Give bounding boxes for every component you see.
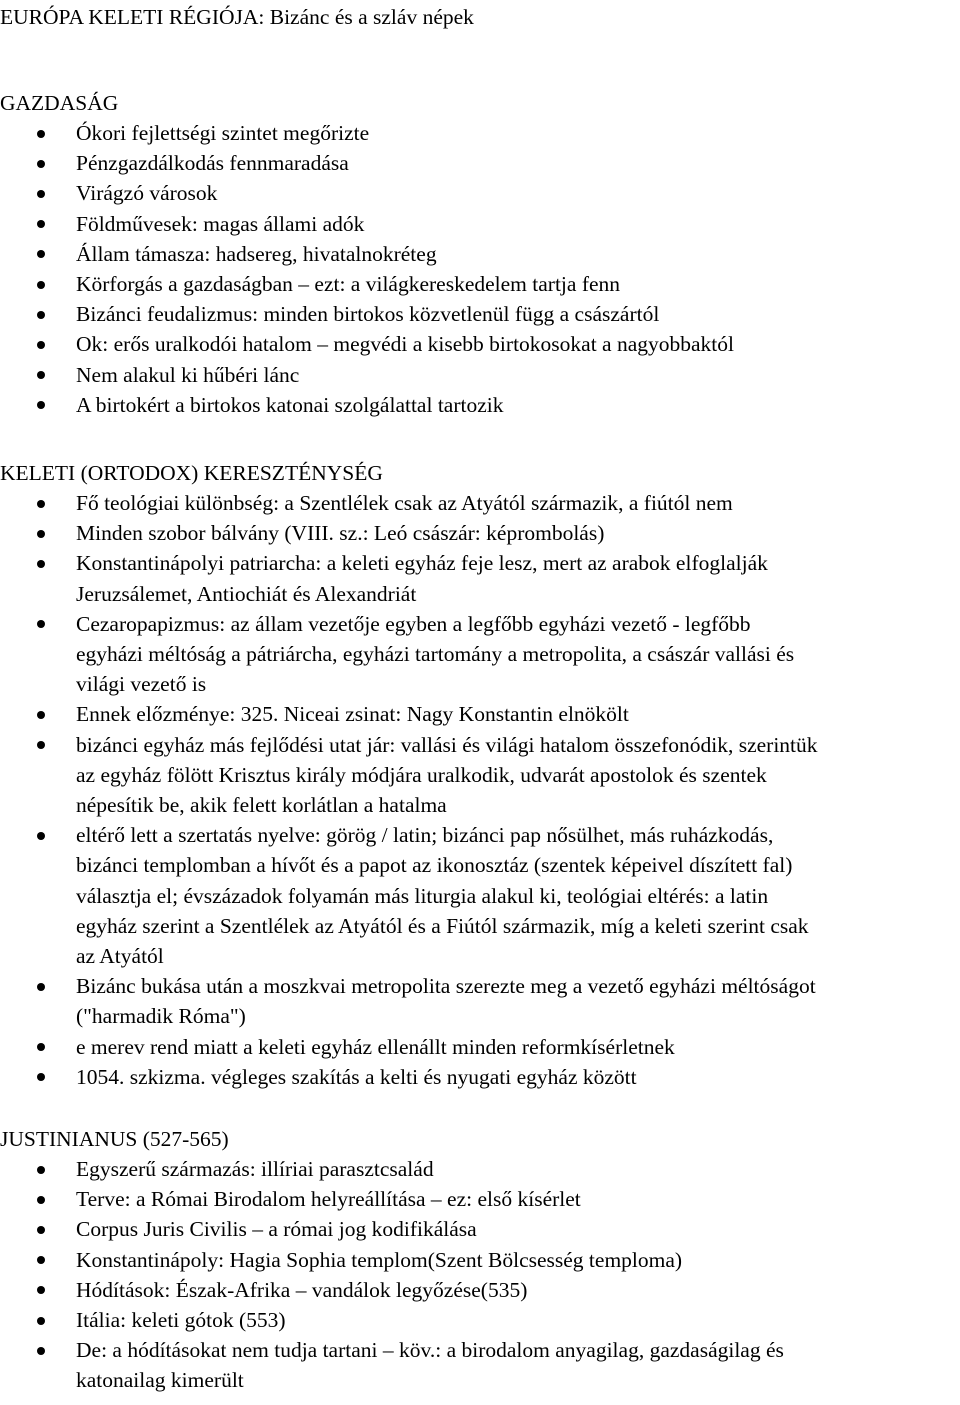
bullet-icon xyxy=(37,983,45,991)
document-title: EURÓPA KELETI RÉGIÓJA: Bizánc és a szláv népek xyxy=(0,5,474,29)
bullet-icon xyxy=(37,711,45,719)
bullet-list xyxy=(0,1154,960,1396)
bullet-icon xyxy=(37,190,45,198)
bullet-icon xyxy=(37,1043,45,1051)
list-item-text: Ókori fejlettségi szintet megőrizte xyxy=(76,121,370,145)
list-item xyxy=(0,118,960,148)
bullet-icon xyxy=(37,1196,45,1204)
list-item-text: ("harmadik Róma") xyxy=(76,1004,246,1029)
list-item-text: Ok: erős uralkodói hatalom – megvédi a kisebb birtokosokat a nagyobbaktól xyxy=(76,332,734,357)
list-item-text: katonailag kimerült xyxy=(76,1368,244,1393)
bullet-icon xyxy=(37,311,45,319)
list-item-text: Nem alakul ki hűbéri lánc xyxy=(76,362,300,387)
bullet-icon xyxy=(37,130,45,138)
bullet-icon xyxy=(37,1073,45,1081)
list-item xyxy=(0,178,960,208)
bullet-icon xyxy=(37,560,45,568)
list-item-text: Állam támasza: hadsereg, hivatalnokréteg xyxy=(76,241,437,266)
list-item-text: Bizánci feudalizmus: minden birtokos közvetlenül függ a császártól xyxy=(76,302,660,327)
list-item-text: az Atyától xyxy=(76,944,164,969)
section-gazdasag xyxy=(0,88,960,420)
bullet-icon xyxy=(37,741,45,749)
list-item-text: Virágzó városok xyxy=(76,181,218,206)
list-item xyxy=(0,1245,960,1275)
list-item-text: Hódítások: Észak-Afrika – vandálok legyőzése(535) xyxy=(76,1277,528,1302)
list-item-text: Corpus Juris Civilis – a római jog kodifikálása xyxy=(76,1217,477,1242)
list-item-text: Földművesek: magas állami adók xyxy=(76,211,365,236)
list-item-text: De: a hódításokat nem tudja tartani – köv.: a birodalom anyagilag, gazdaságilag és xyxy=(76,1338,784,1363)
list-item-text: e merev rend miatt a keleti egyház ellenállt minden reformkísérletnek xyxy=(76,1034,675,1059)
bullet-icon xyxy=(37,620,45,628)
list-item xyxy=(0,1062,960,1092)
bullet-icon xyxy=(37,500,45,508)
list-item-text: A birtokért a birtokos katonai szolgálattal tartozik xyxy=(76,392,504,417)
bullet-icon xyxy=(37,1226,45,1234)
bullet-list xyxy=(0,118,960,420)
bullet-icon xyxy=(37,1166,45,1174)
bullet-icon xyxy=(37,341,45,349)
list-item xyxy=(0,209,960,239)
list-item xyxy=(0,820,960,971)
section-justinianus xyxy=(0,1124,960,1396)
list-item xyxy=(0,148,960,178)
bullet-list xyxy=(0,488,960,1092)
list-item-text: Itália: keleti gótok (553) xyxy=(76,1308,286,1333)
list-item xyxy=(0,518,960,548)
bullet-icon xyxy=(37,1256,45,1264)
list-item xyxy=(0,1184,960,1214)
bullet-icon xyxy=(37,250,45,258)
list-item xyxy=(0,1305,960,1335)
list-item xyxy=(0,390,960,420)
list-item-text: népesítik be, akik felett korlátlan a hatalma xyxy=(76,793,447,818)
list-item xyxy=(0,329,960,359)
list-item xyxy=(0,1154,960,1184)
list-item-text: eltérő lett a szertatás nyelve: görög / latin; bizánci pap nősülhet, más ruházkodás, xyxy=(76,823,774,848)
list-item xyxy=(0,1214,960,1244)
list-item-text: Jeruzsálemet, Antiochiát és Alexandriát xyxy=(76,581,417,606)
bullet-icon xyxy=(37,401,45,409)
list-item xyxy=(0,971,960,1031)
bullet-icon xyxy=(37,832,45,840)
list-item-text: Körforgás a gazdaságban – ezt: a világkereskedelem tartja fenn xyxy=(76,272,621,297)
list-item-text: Konstantinápoly: Hagia Sophia templom(Szent Bölcsesség temploma) xyxy=(76,1247,683,1272)
list-item xyxy=(0,269,960,299)
list-item xyxy=(0,239,960,269)
bullet-icon xyxy=(37,220,45,228)
list-item-text: Terve: a Római Birodalom helyreállítása – ez: első kísérlet xyxy=(76,1187,581,1212)
list-item-text: Bizánc bukása után a moszkvai metropolita szerezte meg a vezető egyházi méltóságot xyxy=(76,974,816,999)
section-heading: KELETI (ORTODOX) KERESZTÉNYSÉG xyxy=(0,461,383,485)
bullet-icon xyxy=(37,371,45,379)
list-item xyxy=(0,1335,960,1395)
list-item-text: egyház szerint a Szentlélek az Atyától és a Fiútól származik, míg a keleti szerint csak xyxy=(76,913,809,938)
list-item-text: az egyház fölött Krisztus király módjára uralkodik, udvarát apostolok és szentek xyxy=(76,762,767,787)
list-item-text: világi vezető is xyxy=(76,672,207,697)
list-item xyxy=(0,1032,960,1062)
list-item-text: Cezaropapizmus: az állam vezetője egyben a legfőbb egyházi vezető - legfőbb xyxy=(76,611,751,636)
list-item-text: 1054. szkizma. végleges szakítás a kelti és nyugati egyház között xyxy=(76,1064,637,1089)
list-item-text: bizánci egyház más fejlődési utat jár: vallási és világi hatalom összefonódik, szerintük xyxy=(76,732,818,757)
bullet-icon xyxy=(37,1286,45,1294)
list-item-text: Ennek előzménye: 325. Niceai zsinat: Nagy Konstantin elnökölt xyxy=(76,702,629,727)
bullet-icon xyxy=(37,530,45,538)
list-item xyxy=(0,699,960,729)
list-item-text: választja el; évszázadok folyamán más liturgia alakul ki, teológiai eltérés: a latin xyxy=(76,883,769,908)
list-item xyxy=(0,1275,960,1305)
list-item xyxy=(0,730,960,821)
section-keleti-keresztenyseg xyxy=(0,458,960,1092)
bullet-icon xyxy=(37,1347,45,1355)
bullet-icon xyxy=(37,1317,45,1325)
bullet-icon xyxy=(37,160,45,168)
list-item-text: Konstantinápolyi patriarcha: a keleti egyház feje lesz, mert az arabok elfoglalják xyxy=(76,551,768,576)
list-item-text: egyházi méltóság a pátriárcha, egyházi tartomány a metropolita, a császár vallási és xyxy=(76,642,795,667)
bullet-icon xyxy=(37,281,45,289)
list-item xyxy=(0,548,960,608)
list-item-text: Pénzgazdálkodás fennmaradása xyxy=(76,151,349,176)
list-item-text: Minden szobor bálvány (VIII. sz.: Leó császár: képrombolás) xyxy=(76,521,605,546)
list-item-text: bizánci templomban a hívőt és a papot az ikonosztáz (szentek képeivel díszített fal) xyxy=(76,853,793,878)
section-heading: JUSTINIANUS (527-565) xyxy=(0,1127,229,1151)
list-item-text: Egyszerű származás: illíriai parasztcsalád xyxy=(76,1157,434,1181)
list-item xyxy=(0,299,960,329)
list-item xyxy=(0,609,960,700)
list-item-text: Fő teológiai különbség: a Szentlélek csak az Atyától származik, a fiútól nem xyxy=(76,491,733,515)
list-item xyxy=(0,360,960,390)
section-heading: GAZDASÁG xyxy=(0,91,119,115)
list-item xyxy=(0,488,960,518)
